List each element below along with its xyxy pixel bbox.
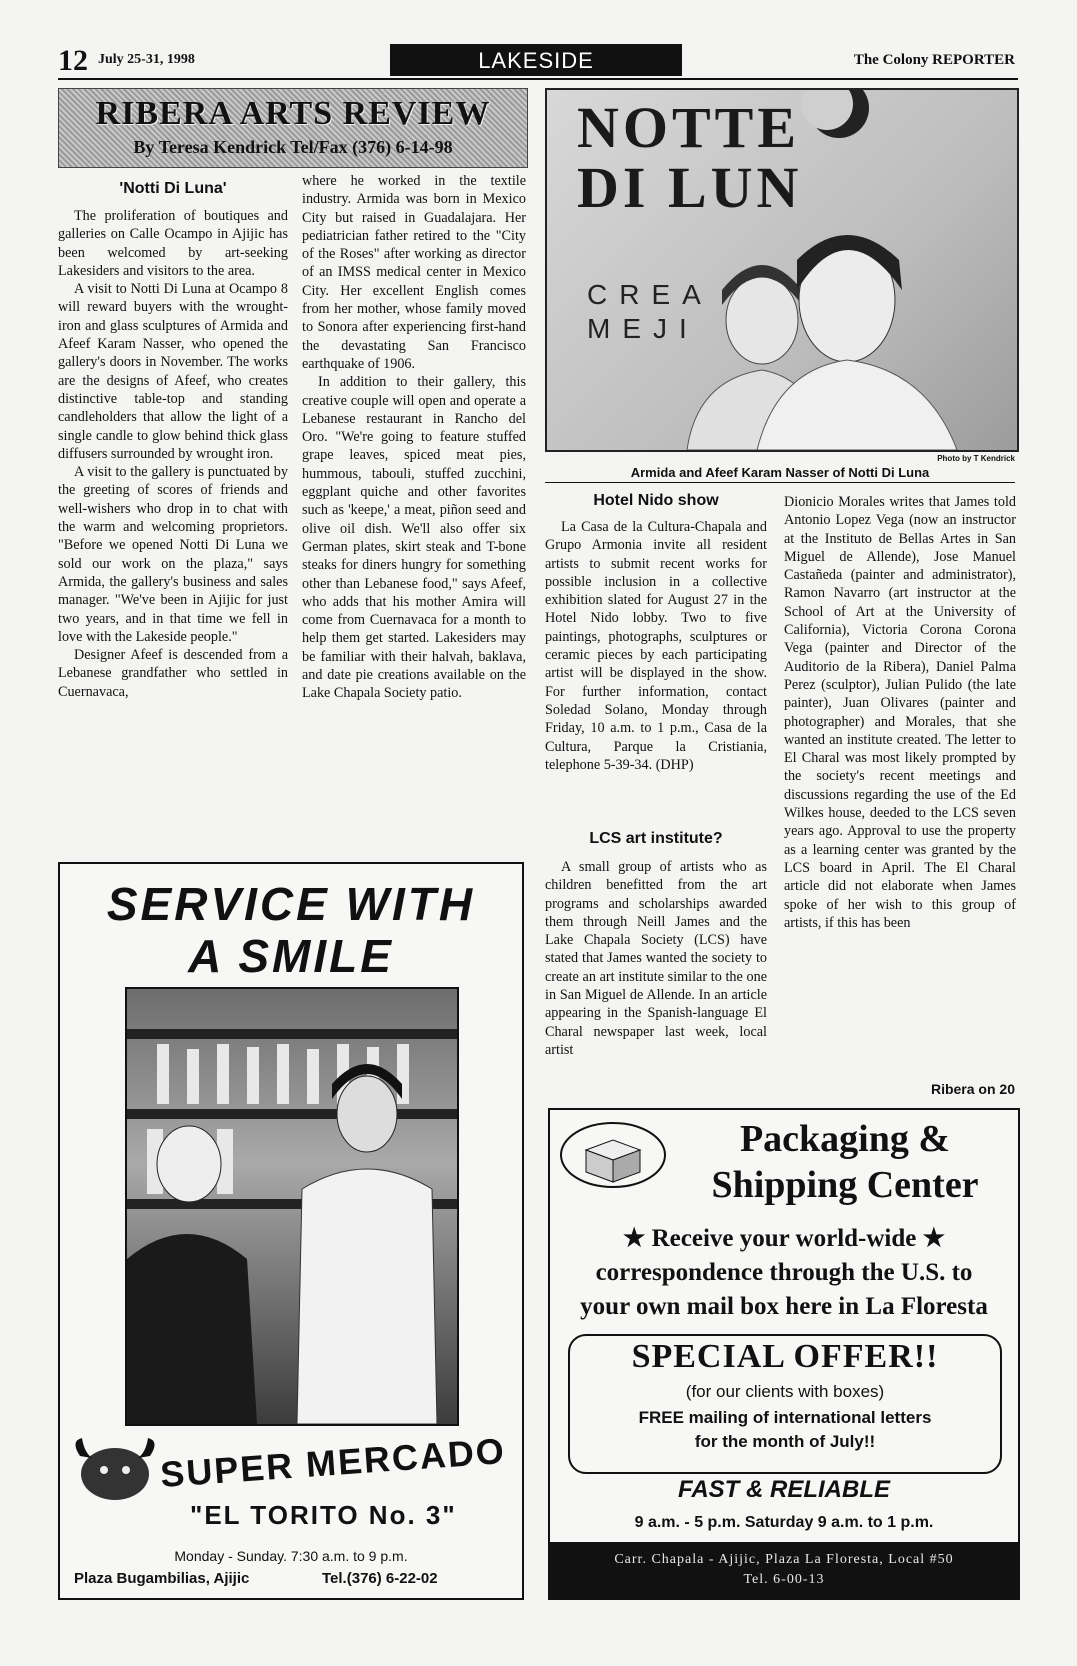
shelf	[127, 1109, 457, 1119]
ad-footer-bar	[550, 1542, 1018, 1598]
gallery-photo	[545, 88, 1019, 452]
sign-line: DI LUN	[577, 155, 803, 220]
lcs-article	[545, 858, 767, 1059]
photo-credit: Photo by T Kendrick	[937, 454, 1015, 463]
offer-condition: (for our clients with boxes)	[685, 1382, 885, 1401]
page-number: 12	[58, 44, 88, 77]
offer-title: SPECIAL OFFER!!	[631, 1338, 939, 1375]
offer-detail-line: FREE mailing of international letters	[638, 1408, 932, 1427]
ad-headline	[60, 878, 522, 982]
article-column-2	[302, 172, 526, 703]
article-column-4	[784, 493, 1016, 932]
paragraph: In addition to their gallery, this creative couple will open and operate a Lebanese restaurant in Rancho del Oro. "We're going to feature stuffed grape leaves, spiced meat pies, hummous, tabouli, stuffed zucchini, eggplant quiche and other favorites such as 'keepe,' a meat, piñon seed and olive oil dish. We'll also offer six German plates, skirt steak and T-bone steaks for diners hungry for something other than Lebanese food," says Afeef, who adds that his mother Amira will come from Cuernavaca for a month to help them get started. Lakesiders may be familiar with their halvah, baklava, and date pie creations available on the Lake Chapala Society patio.	[302, 374, 526, 702]
paragraph: The proliferation of boutiques and galleries on Calle Ocampo in Ajijic has been welcomed by art-seeking Lakesiders and visitors to the area.	[58, 208, 288, 279]
special-offer-box	[568, 1334, 1002, 1474]
ad-slogan: FAST & RELIABLE	[677, 1476, 890, 1503]
paragraph: where he worked in the textile industry. Armida was born in Mexico City but raised in Guadalajara. Her pediatrician father retired to the "City of the Roses" after working as director of an IMSS medical center in Mexico City. Her excellent English comes from her mother, whose family moved to Sonora after experiencing first-hand the devastating San Francisco earthquake of 1906.	[302, 173, 526, 372]
ad-headline	[680, 1116, 1010, 1208]
ad-footer-phone: Tel. 6-00-13	[743, 1572, 825, 1587]
store-subname: "EL TORITO No. 3"	[190, 1500, 457, 1530]
paragraph: La Casa de la Cultura-Chapala and Grupo Armonia invite all resident artists to submit recent works for possible inclusion in a collective exhibition slated for August 27 in the Hotel Nido lobby. Two to five paintings, photographs, sculptures or ceramic pieces by each participating artist will be displayed in the show. For further information, contact Soledad Solano, Monday through Friday, 10 a.m. to 1 p.m., Casa de la Cultura, Parque la Cristiania, telephone 5-39-34. (DHP)	[545, 519, 767, 773]
hotel-nido-article	[545, 518, 767, 774]
sign-line: CREA	[587, 279, 713, 310]
caption-rule	[545, 482, 1015, 483]
article-column-1	[58, 207, 288, 701]
store-hours: Monday - Sunday. 7:30 a.m. to 9 p.m.	[174, 1548, 408, 1564]
byline: By Teresa Kendrick Tel/Fax (376) 6-14-98	[133, 137, 453, 157]
headline-notti-di-luna: 'Notti Di Luna'	[119, 180, 227, 197]
man-body	[757, 360, 957, 450]
store-photo-illustration	[127, 989, 457, 1424]
package-logo-icon	[558, 1120, 668, 1190]
paragraph: A visit to Notti Di Luna at Ocampo 8 will reward buyers with the wrought-iron and glass sculptures of Armida and Afeef Karam Nasser, who opened the gallery's doors in November. The works are the designs of Afeef, who creates distinctive table-top and standing candleholders that allow the light of a single candle to glow behind thick glass diffusers surrounded by wrought iron.	[58, 281, 288, 462]
store-address: Plaza Bugambilias, Ajijic	[74, 1570, 250, 1587]
shelf	[127, 1029, 457, 1039]
store-photo	[125, 987, 459, 1426]
paragraph: A small group of artists who as children benefitted from the art programs and scholarships awarded them through Neill James and the Lake Chapala Society (LCS) have stated that James wanted the society to create an art institute similar to the one in San Miguel de Allende. In an article appearing in the Spanish-language El Charal newspaper last week, local artist	[545, 859, 767, 1058]
ad-headline-line: SERVICE WITH	[106, 878, 476, 930]
section-label: LAKESIDE	[390, 44, 682, 76]
issue-date: July 25-31, 1998	[98, 52, 195, 67]
packaging-shipping-ad	[548, 1108, 1020, 1600]
headline-lcs-art-institute: LCS art institute?	[589, 830, 723, 847]
paragraph: Dionicio Morales writes that James told Antonio Lopez Vega (now an instructor at the Instituto de Bellas Artes in San Miguel de Allende), Jose Manuel Castañeda (painter and administrator), Ramon Navarro (art instructor at the School of Art at the University of California), Victoria Corona Corona Vega (painter and Director of the Auditorio de la Ribera), Daniel Palma Perez (sculptor), Julian Pulido (the late painter), Juan Olivares (painter and photographer) and Morales, that she wanted an institute created. The letter to El Charal was most likely prompted by the society's recent meetings and discussions regarding the use of the Ed Wilkes house, deeded to the LCS seven years ago. Approval to use the property as a learning center was granted by the LCS board in April. The El Charal article did not elaborate when James spoke of her wish to this group of artists, if this has been	[784, 494, 1016, 931]
header-rule	[58, 78, 1018, 80]
ad-hours: 9 a.m. - 5 p.m. Saturday 9 a.m. to 1 p.m.	[634, 1514, 934, 1531]
store-phone: Tel.(376) 6-22-02	[322, 1570, 438, 1587]
super-mercado-ad	[58, 862, 524, 1600]
sign-line: MEJI	[587, 313, 699, 344]
bull-logo-icon	[70, 1436, 160, 1506]
column-banner	[58, 88, 528, 168]
ad-sub-line: ★ Receive your world-wide ★	[622, 1225, 946, 1252]
left-woman-face	[157, 1126, 221, 1202]
sign-line: NOTTE	[577, 95, 801, 160]
ad-sub-line: correspondence through the U.S. to	[595, 1259, 973, 1286]
continued-jump-link[interactable]: Ribera on 20	[930, 1081, 1015, 1097]
left-woman-body	[127, 1234, 257, 1424]
store-name: SUPER MERCADO	[158, 1429, 508, 1496]
photo-people-illustration	[547, 90, 1017, 450]
right-woman-body	[297, 1169, 437, 1424]
ad-headline-line: Shipping Center	[711, 1164, 979, 1206]
ad-headline-line: A SMILE	[188, 930, 394, 982]
headline-hotel-nido: Hotel Nido show	[593, 492, 719, 509]
photo-caption: Armida and Afeef Karam Nasser of Notti Di Luna	[630, 465, 930, 480]
ad-headline-line: Packaging &	[739, 1118, 951, 1160]
paragraph: A visit to the gallery is punctuated by the greeting of scores of friends and well-wishers who drop in to chat with the warm and welcoming proprietors. "Before we opened Notti Di Luna we sold our work on the plaza," says Armida, the gallery's business and sales manager. "We've been in Ajijic for just two years, and in that time we fell in love with the Lakeside people."	[58, 464, 288, 645]
offer-details	[570, 1406, 1000, 1454]
column-title: RIBERA ARTS REVIEW	[95, 95, 491, 132]
publication-name: The Colony REPORTER	[853, 52, 1015, 68]
ad-footer-address: Carr. Chapala - Ajijic, Plaza La Floresta, Local #50	[614, 1552, 954, 1567]
right-woman-face	[337, 1076, 397, 1152]
ad-sub-line: your own mail box here in La Floresta	[580, 1293, 988, 1320]
woman-face	[726, 276, 798, 364]
ad-subheadline	[558, 1222, 1010, 1324]
paragraph: Designer Afeef is descended from a Lebanese grandfather who settled in Cuernavaca,	[58, 647, 288, 700]
offer-detail-line: for the month of July!!	[694, 1432, 876, 1451]
